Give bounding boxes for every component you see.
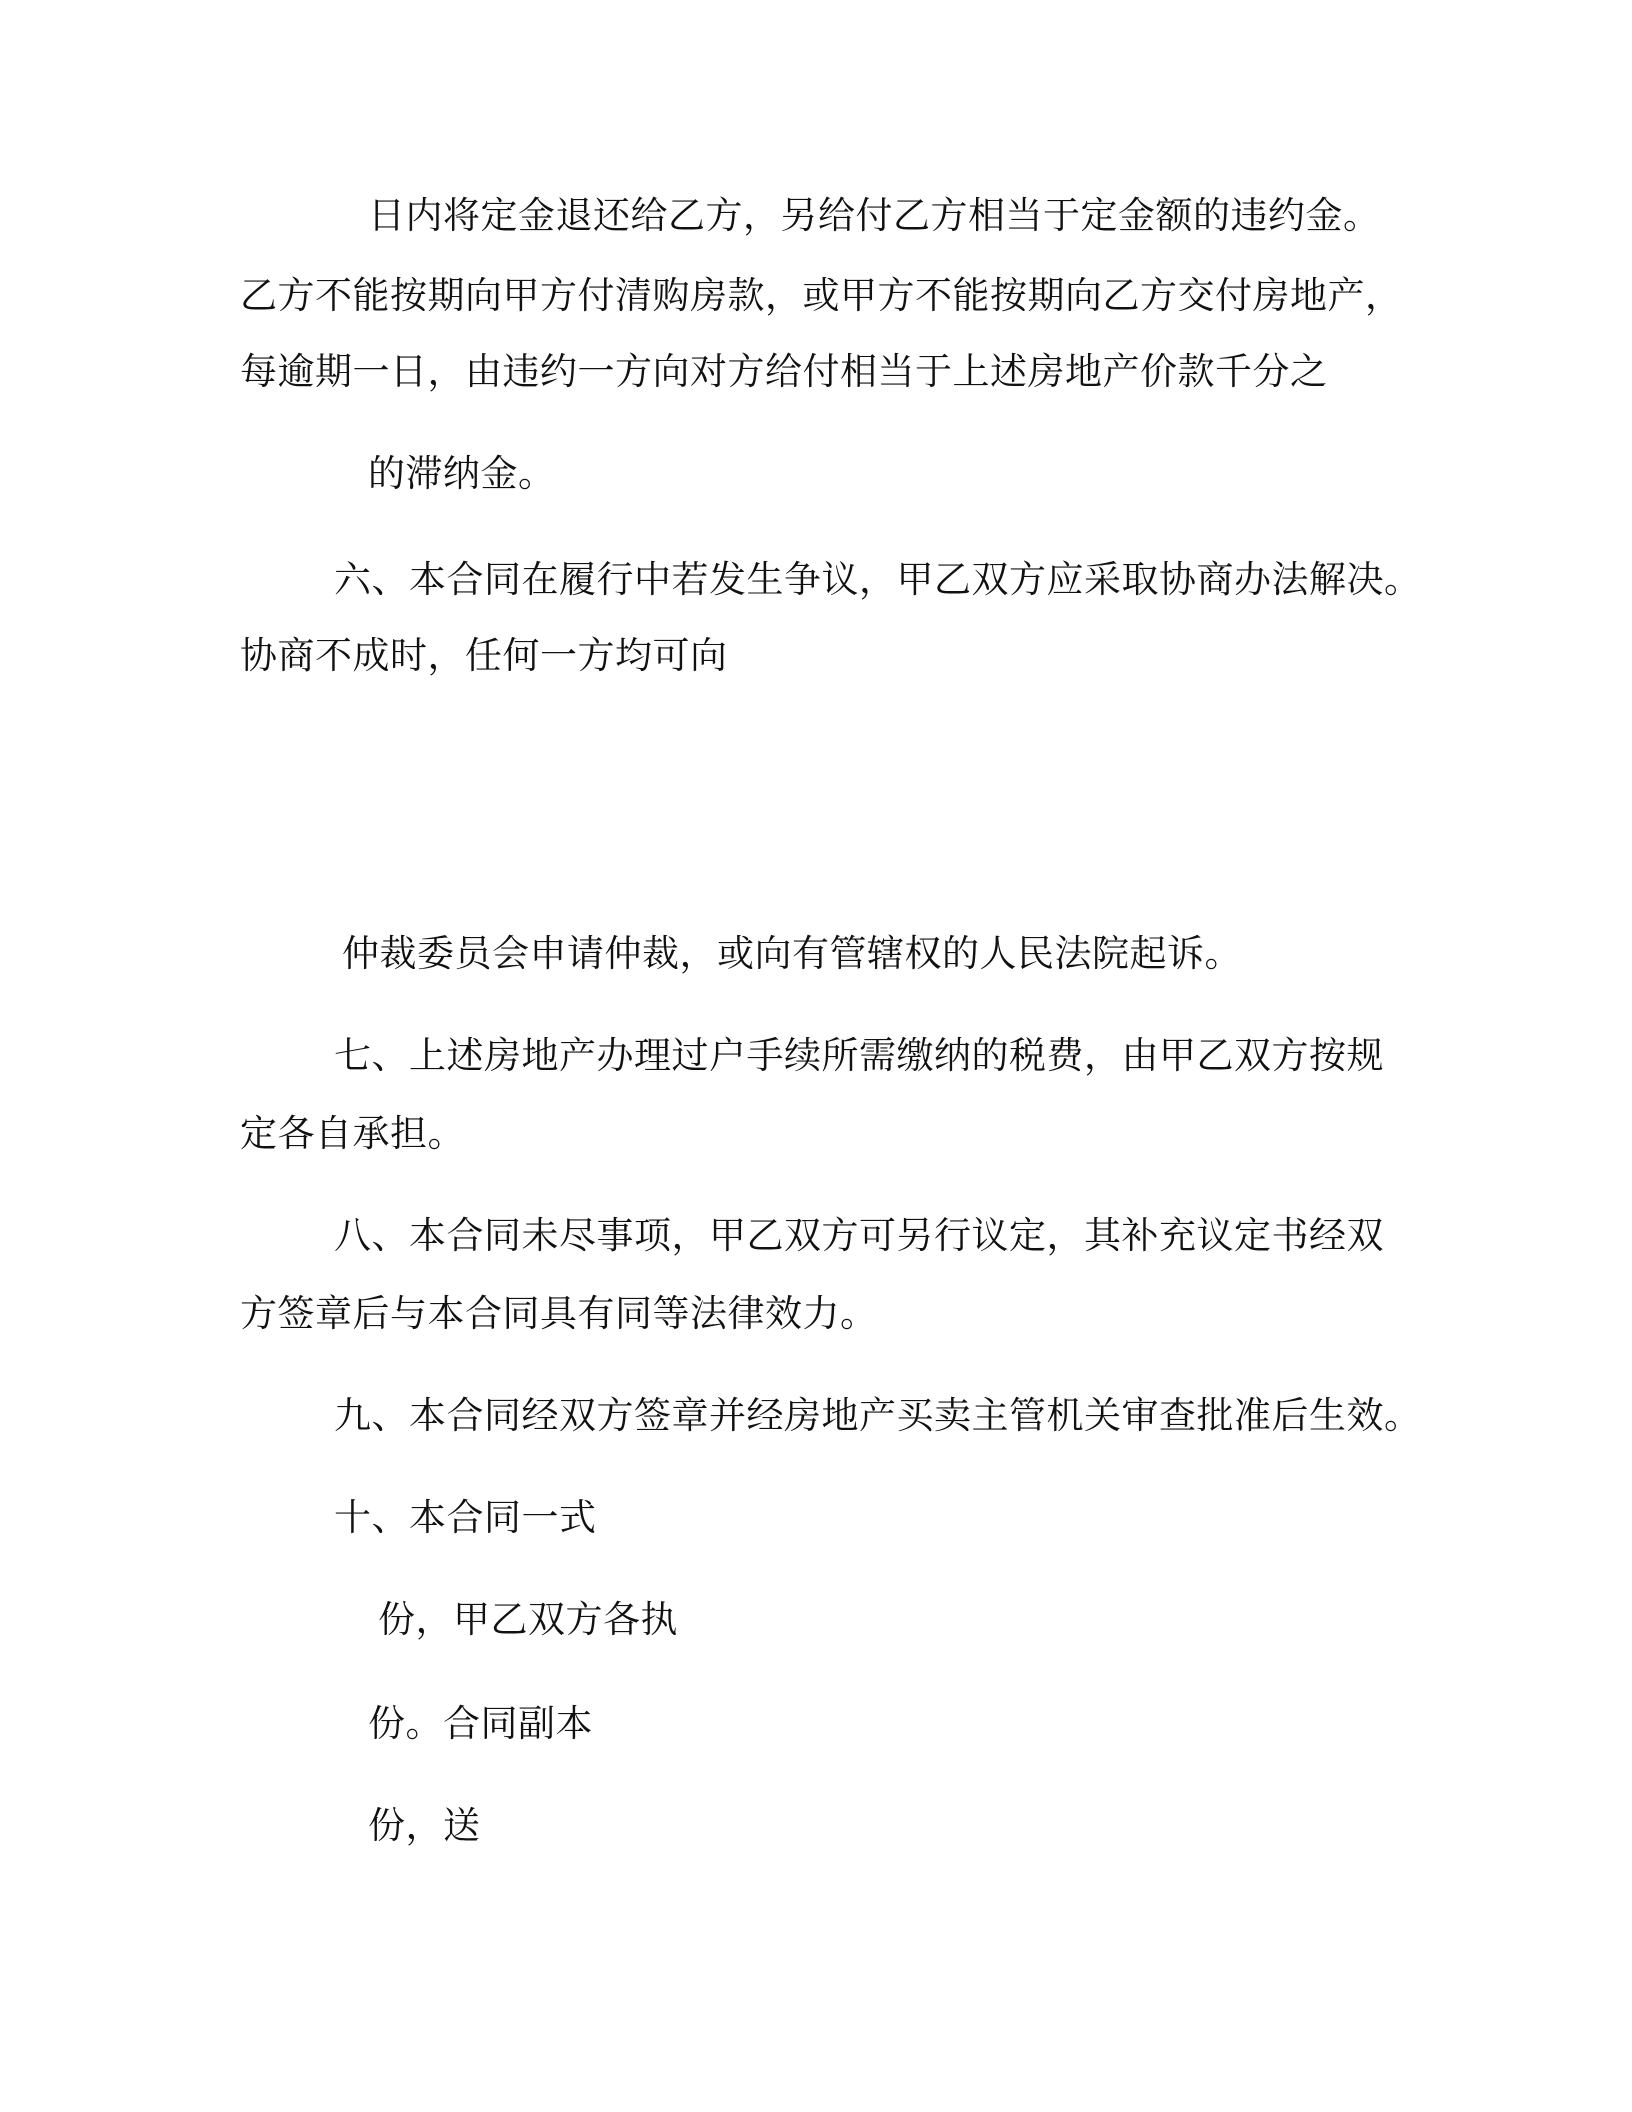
text-line: 份，甲乙双方各执 (378, 1598, 678, 1641)
text-line: 七、上述房地产办理过户手续所需缴纳的税费，由甲乙双方按规 (334, 1034, 1384, 1077)
text-line: 乙方不能按期向甲方付清购房款，或甲方不能按期向乙方交付房地产， (240, 274, 1403, 317)
text-line: 仲裁委员会申请仲裁，或向有管辖权的人民法院起诉。 (342, 932, 1242, 975)
text-line: 方签章后与本合同具有同等法律效力。 (240, 1292, 878, 1335)
text-line: 每逾期一日，由违约一方向对方给付相当于上述房地产价款千分之 (240, 350, 1328, 393)
text-line: 九、本合同经双方签章并经房地产买卖主管机关审查批准后生效。 (334, 1394, 1422, 1437)
text-line: 六、本合同在履行中若发生争议，甲乙双方应采取协商办法解决。 (334, 558, 1422, 601)
text-line: 的滞纳金。 (368, 452, 556, 495)
text-line: 份。合同副本 (368, 1702, 593, 1745)
text-line: 定各自承担。 (240, 1112, 465, 1155)
text-line: 协商不成时，任何一方均可向 (240, 634, 728, 677)
text-line: 日内将定金退还给乙方，另给付乙方相当于定金额的违约金。 (368, 194, 1381, 237)
text-line: 十、本合同一式 (334, 1496, 597, 1539)
text-line: 份，送 (368, 1804, 481, 1847)
text-line: 八、本合同未尽事项，甲乙双方可另行议定，其补充议定书经双 (334, 1214, 1384, 1257)
